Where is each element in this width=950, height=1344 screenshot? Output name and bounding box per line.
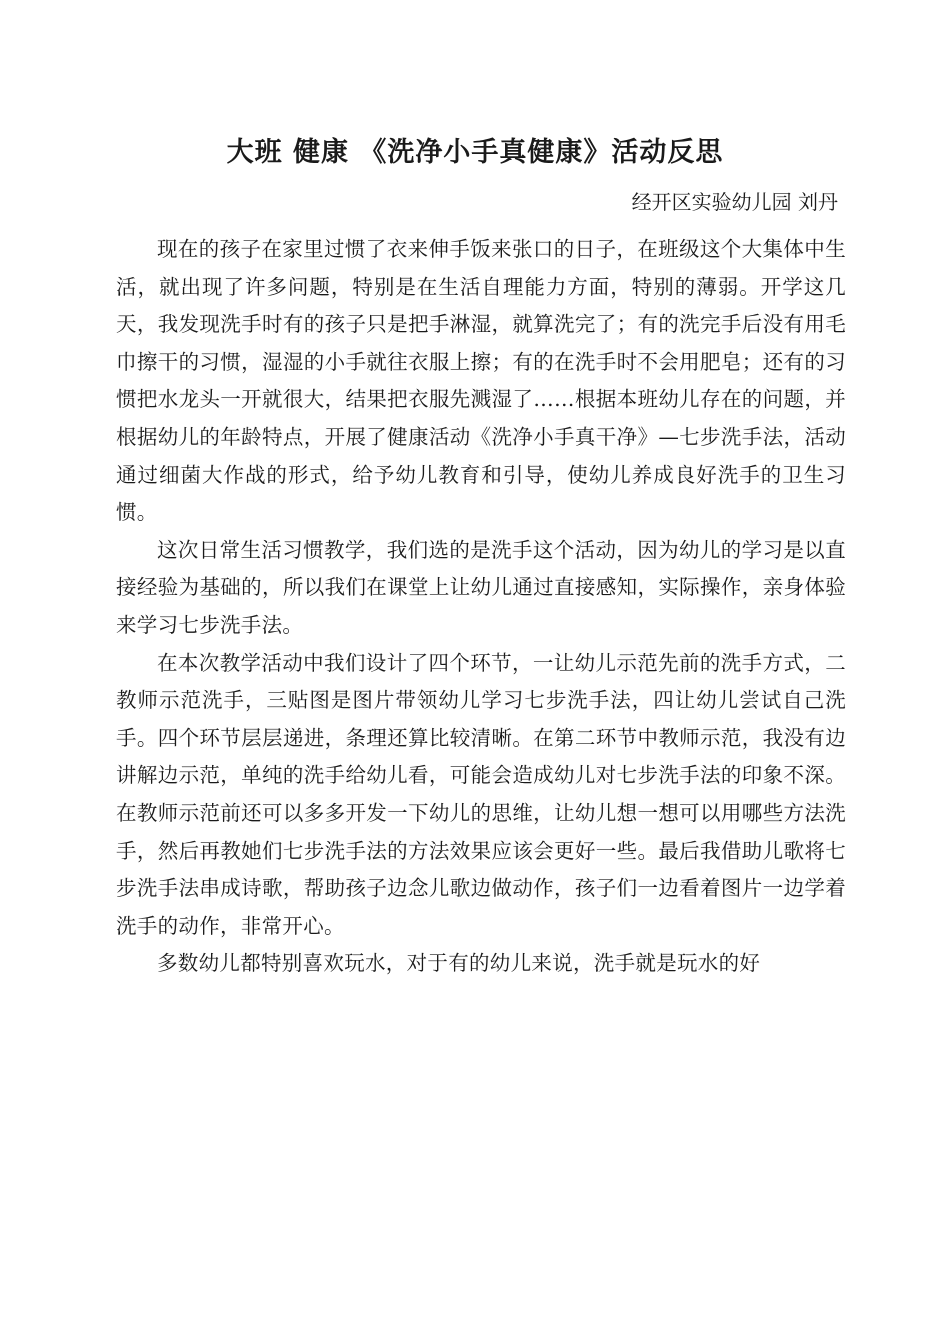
paragraph-4: 多数幼儿都特别喜欢玩水，对于有的幼儿来说，洗手就是玩水的好 <box>157 951 761 976</box>
paragraph-2: 这次日常生活习惯教学，我们选的是洗手这个活动，因为幼儿的学习是以直接经验为基础的，所以我们在课堂上让幼儿通过直接感知，实际操作，亲身体验来学习七步洗手法。 <box>116 537 846 637</box>
document-title: 大班 健康 《洗净小手真健康》活动反思 <box>226 137 724 168</box>
document-body <box>116 231 846 983</box>
author-line: 经开区实验幼儿园 刘丹 <box>631 190 838 214</box>
paragraph-1: 现在的孩子在家里过惯了衣来伸手饭来张口的日子，在班级这个大集体中生活，就出现了许多问题，特别是在生活自理能力方面，特别的薄弱。开学这几天，我发现洗手时有的孩子只是把手淋湿，就算洗完了；有的洗完手后没有用毛巾擦干的习惯，湿湿的小手就往衣服上擦；有的在洗手时不会用肥皂；还有的习惯把水龙头一开就很大，结果把衣服先溅湿了……根据本班幼儿存在的问题，并根据幼儿的年龄特点，开展了健康活动《洗净小手真干净》—七步洗手法，活动通过细菌大作战的形式，给予幼儿教育和引导，使幼儿养成良好洗手的卫生习惯。 <box>116 237 846 525</box>
paragraph-3: 在本次教学活动中我们设计了四个环节，一让幼儿示范先前的洗手方式，二教师示范洗手，三贴图是图片带领幼儿学习七步洗手法，四让幼儿尝试自己洗手。四个环节层层递进，条理还算比较清晰。在第二环节中教师示范，我没有边讲解边示范，单纯的洗手给幼儿看，可能会造成幼儿对七步洗手法的印象不深。在教师示范前还可以多多开发一下幼儿的思维，让幼儿想一想可以用哪些方法洗手，然后再教她们七步洗手法的方法效果应该会更好一些。最后我借助儿歌将七步洗手法串成诗歌，帮助孩子边念儿歌边做动作，孩子们一边看着图片一边学着洗手的动作，非常开心。 <box>116 650 846 938</box>
